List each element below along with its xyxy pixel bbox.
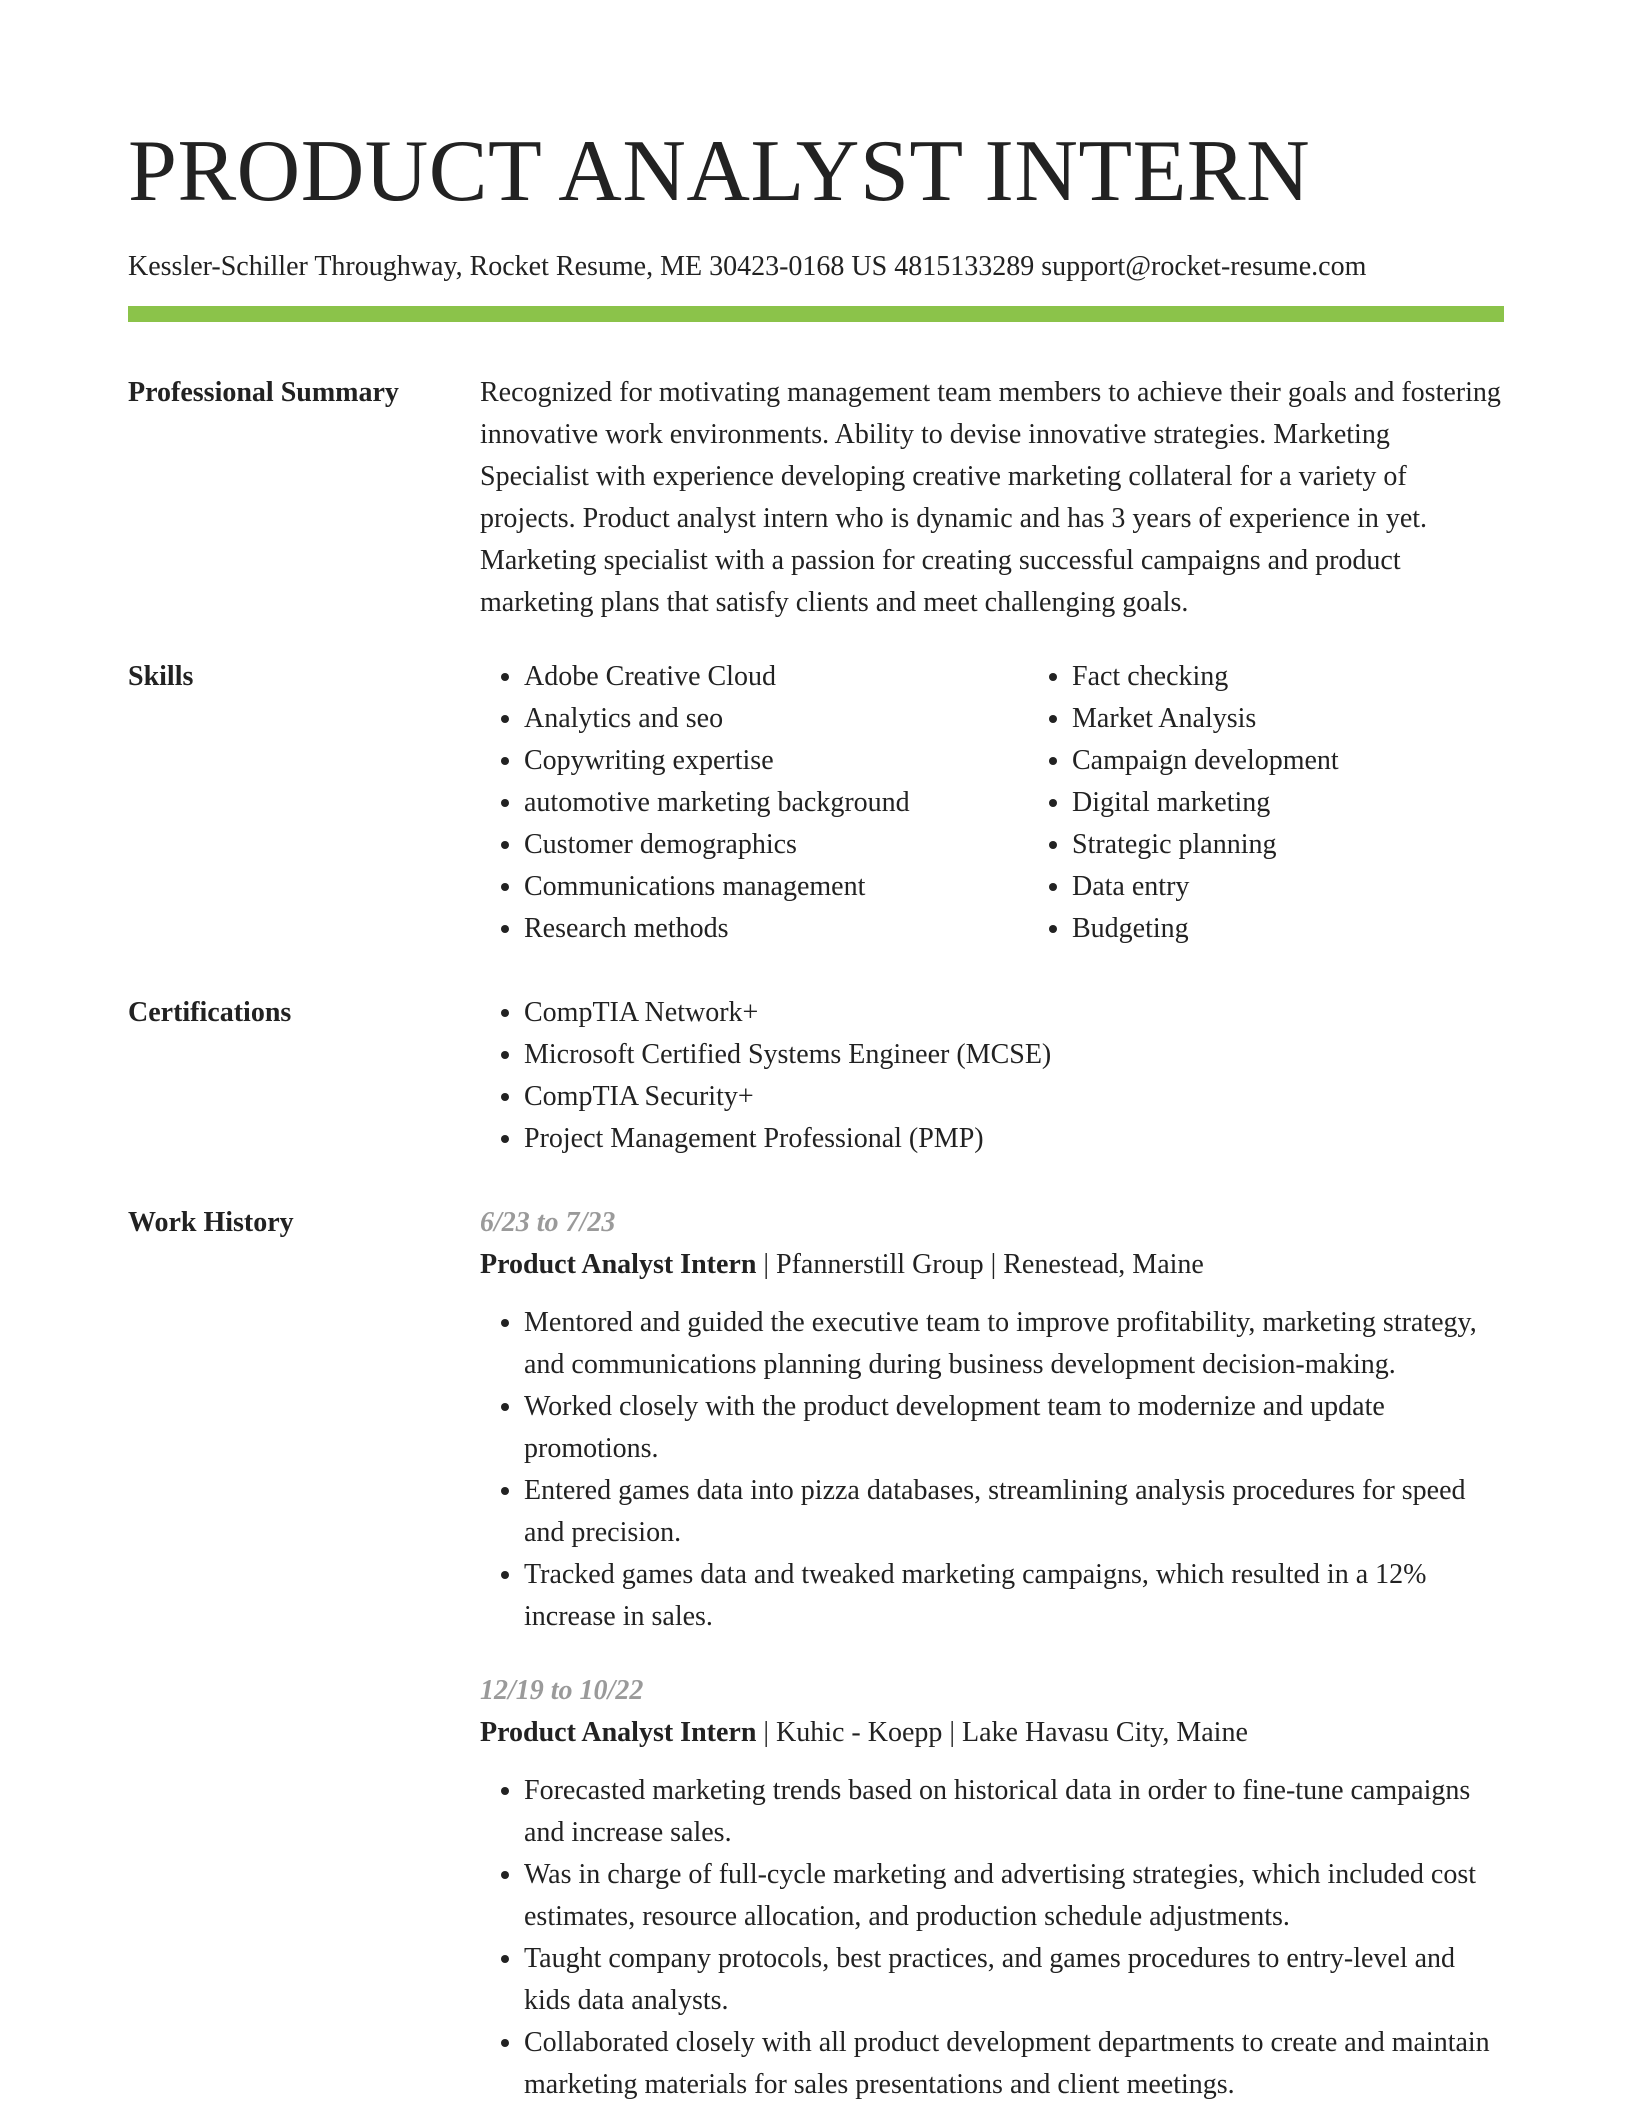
skill-item: • Adobe Creative Cloud: [524, 656, 1028, 698]
job-bullet: • Forecasted marketing trends based on historical data in order to fine-tune campaigns and increase sales.: [524, 1770, 1504, 1854]
skills-section: [128, 656, 1504, 950]
skills-heading: Skills: [128, 661, 194, 692]
resume-page: [128, 0, 1504, 2106]
job-title: Product Analyst Intern: [480, 1717, 757, 1748]
job-title-line: [480, 1712, 1504, 1754]
certifications-heading: Certifications: [128, 997, 292, 1028]
skill-item: • Fact checking: [1072, 656, 1504, 698]
job-bullet: • Mentored and guided the executive team to improve profitability, marketing strategy, and communications planning during business development decision-making.: [524, 1302, 1504, 1386]
work-history-heading: Work History: [128, 1207, 294, 1238]
job-bullet: • Tracked games data and tweaked marketing campaigns, which resulted in a 12% increase in sales.: [524, 1554, 1504, 1638]
skill-item: • Data entry: [1072, 866, 1504, 908]
skills-list-right: [1028, 656, 1504, 950]
job-bullet: • Entered games data into pizza databases, streamlining analysis procedures for speed and precision.: [524, 1470, 1504, 1554]
summary-section: [128, 372, 1504, 624]
certification-item: • CompTIA Network+: [524, 992, 1504, 1034]
skill-item: • Digital marketing: [1072, 782, 1504, 824]
work-history-body: [480, 1202, 1504, 2106]
skill-item: • Strategic planning: [1072, 824, 1504, 866]
job-company-location: | Kuhic - Koepp | Lake Havasu City, Maine: [756, 1717, 1248, 1748]
job-bullets: [480, 1770, 1504, 2106]
job-bullet: • Taught company protocols, best practices, and games procedures to entry-level and kids data analysts.: [524, 1938, 1504, 2022]
job-bullet: • Collaborated closely with all product development departments to create and maintain marketing materials for sales presentations and client meetings.: [524, 2022, 1504, 2106]
certification-item: • Microsoft Certified Systems Engineer (MCSE): [524, 1034, 1504, 1076]
skill-item: • Budgeting: [1072, 908, 1504, 950]
skill-item: • Customer demographics: [524, 824, 1028, 866]
skill-item: • Campaign development: [1072, 740, 1504, 782]
job-bullets: [480, 1302, 1504, 1638]
job-dates: 12/19 to 10/22: [480, 1675, 644, 1706]
summary-heading: Professional Summary: [128, 377, 399, 408]
job-title: Product Analyst Intern: [480, 1249, 757, 1280]
resume-title: PRODUCT ANALYST INTERN: [128, 123, 1311, 220]
contact-line: Kessler-Schiller Throughway, Rocket Resume, ME 30423-0168 US 4815133289 support@rocket-resume.com: [128, 251, 1367, 282]
skill-item: • Communications management: [524, 866, 1028, 908]
certifications-list: [480, 992, 1504, 1160]
job-bullet: • Worked closely with the product development team to modernize and update promotions.: [524, 1386, 1504, 1470]
skills-list-left: [480, 656, 1028, 950]
job-entry: [480, 1202, 1504, 1638]
job-dates: 6/23 to 7/23: [480, 1207, 616, 1238]
job-bullet: • Was in charge of full-cycle marketing and advertising strategies, which included cost estimates, resource allocation, and production schedule adjustments.: [524, 1854, 1504, 1938]
skill-item: • Analytics and seo: [524, 698, 1028, 740]
certification-item: • CompTIA Security+: [524, 1076, 1504, 1118]
skill-item: • Copywriting expertise: [524, 740, 1028, 782]
job-company-location: | Pfannerstill Group | Renestead, Maine: [756, 1249, 1204, 1280]
accent-divider: [128, 306, 1504, 322]
skill-item: • automotive marketing background: [524, 782, 1028, 824]
work-history-section: [128, 1202, 1504, 2106]
job-title-line: [480, 1244, 1504, 1286]
summary-text: Recognized for motivating management team members to achieve their goals and fostering innovative work environments. Ability to devise innovative strategies. Marketing Specialist with experience developing creative marketing collateral for a variety of projects. Product analyst intern who is dynamic and has 3 years of experience in yet. Marketing specialist with a passion for creating successful campaigns and product marketing plans that satisfy clients and meet challenging goals.: [480, 377, 1501, 618]
job-entry: [480, 1670, 1504, 2106]
certifications-section: [128, 992, 1504, 1160]
skills-columns: [480, 656, 1504, 950]
certifications-body: [480, 992, 1504, 1160]
skill-item: • Market Analysis: [1072, 698, 1504, 740]
certification-item: • Project Management Professional (PMP): [524, 1118, 1504, 1160]
skill-item: • Research methods: [524, 908, 1028, 950]
